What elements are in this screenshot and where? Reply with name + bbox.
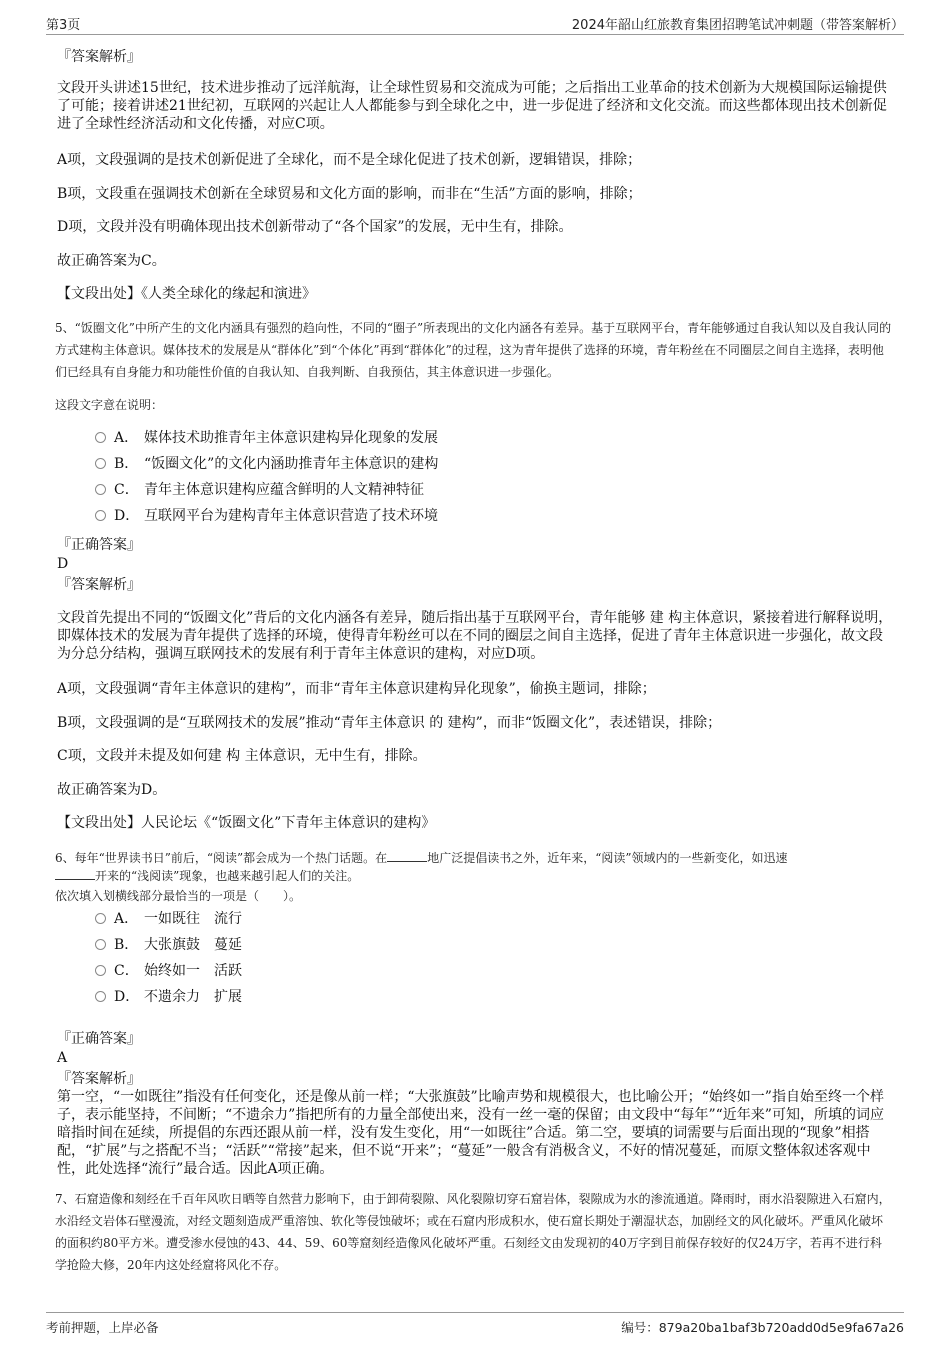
radio-icon[interactable] [95, 965, 106, 976]
q6-stem: 6、每年“世界读书日”前后，“阅读”都会成为一个热门话题。在 地广泛提倡读书之外，近年来，“阅读”领域内的一些新变化，如迅速 开来的“浅阅读”现象，也越来越引起人们的关注。 [55, 851, 788, 883]
q5-option-d[interactable]: D． 互联网平台为建构青年主体意识营造了技术环境 [95, 506, 795, 526]
q4-source: 【文段出处】《人类全球化的缘起和演进》 [57, 286, 316, 302]
q7-stem: 7、石窟造像和刻经在千百年风吹日晒等自然营力影响下，由于卸荷裂隙、风化裂隙切穿石窟岩体，裂隙成为水的渗流通道。降雨时，雨水沿裂隙进入石窟内，水沿经文岩体石壁漫流，对经文题刻造成严重溶蚀、软化等侵蚀破坏；或在石窟内形成积水，使石窟长期处于潮湿状态，加剧经文的风化破坏。严重风化破坏的面积约80平方米。遭受渗水侵蚀的43、44、59、60等窟刻经造像风化破坏严重。石刻经文由发现初的40万字到目前保存较好的仅24万字，若再不进行科学抢险大修，20年内这处经窟将风化不存。 [55, 1192, 891, 1272]
page-header [46, 14, 904, 35]
fill-blank-2 [55, 867, 95, 880]
q5-answer-label: 『正确答案』 [57, 537, 141, 553]
radio-icon[interactable] [95, 913, 106, 924]
radio-icon[interactable] [95, 484, 106, 495]
page-number: 第3页 [46, 18, 81, 33]
q5-source: 【文段出处】人民论坛《“饭圈文化”下青年主体意识的建构》 [57, 815, 436, 831]
page-footer [46, 1312, 904, 1335]
q4-analysis-label: 『答案解析』 [57, 49, 141, 65]
q5-prompt: 这段文字意在说明： [55, 398, 164, 412]
q5-analysis-label: 『答案解析』 [57, 577, 141, 593]
radio-icon[interactable] [95, 510, 106, 521]
q6-option-a[interactable]: A． 一如既往 流行 [95, 909, 795, 929]
q6-option-b[interactable]: B． 大张旗鼓 蔓延 [95, 935, 795, 955]
q5-option-c-analysis: C项，文段并未提及如何建 构 主体意识，无中生有，排除。 [57, 748, 427, 764]
document-serial: 编号：879a20ba1baf3b720add0d5e9fa67a26 [621, 1320, 904, 1335]
radio-icon[interactable] [95, 991, 106, 1002]
q6-answer: A [57, 1050, 68, 1066]
q5-option-a-analysis: A项，文段强调“青年主体意识的建构”，而非“青年主体意识建构异化现象”，偷换主题词，排除； [57, 681, 656, 697]
q4-option-a-analysis: A项，文段强调的是技术创新促进了全球化，而不是全球化促进了技术创新，逻辑错误，排除； [57, 152, 642, 168]
q6-prompt: 依次填入划横线部分最恰当的一项是（ ）。 [55, 889, 302, 903]
q5-option-b-analysis: B项，文段强调的是“互联网技术的发展”推动“青年主体意识 的 建构”，而非“饭圈文化”，表述错误，排除； [57, 715, 722, 731]
q6-analysis-label: 『答案解析』 [57, 1071, 141, 1087]
document-title: 2024年韶山红旅教育集团招聘笔试冲刺题（带答案解析） [571, 18, 904, 33]
q5-stem: 5、“饭圈文化”中所产生的文化内涵具有强烈的趋向性，不同的“圈子”所表现出的文化内涵各有差异。基于互联网平台，青年能够通过自我认知以及自我认同的方式建构主体意识。媒体技术的发展是从“群体化”到“个体化”再到“群体化”的过程，这为青年提供了选择的环境，青年粉丝在不同圈层之间自主选择，表明他们已经具有自身能力和功能性价值的自我认知、自我判断、自我预估，其主体意识进一步强化。 [55, 321, 892, 379]
q4-conclusion: 故正确答案为C。 [57, 253, 166, 269]
q4-analysis-text: 文段开头讲述15世纪，技术进步推动了远洋航海，让全球性贸易和交流成为可能；之后指出工业革命的技术创新为大规模国际运输提供了可能；接着讲述21世纪初，互联网的兴起让人人都能参与到全球化之中，进一步促进了经济和文化交流。而这些都体现出技术创新促进了全球性经济活动和文化传播，对应C项。 [57, 80, 887, 132]
q5-option-a[interactable]: A． 媒体技术助推青年主体意识建构异化现象的发展 [95, 428, 795, 448]
footer-slogan: 考前押题，上岸必备 [46, 1320, 159, 1335]
q4-option-d-analysis: D项，文段并没有明确体现出技术创新带动了“各个国家”的发展，无中生有，排除。 [57, 219, 573, 235]
q6-analysis-text: 第一空，“一如既往”指没有任何变化，还是像从前一样；“大张旗鼓”比喻声势和规模很大，也比喻公开；“始终如一”指自始至终一个样子，表示能坚持，不间断；“不遗余力”指把所有的力量全部使出来，没有一丝一毫的保留；由文段中“每年”“近年来”可知，所填的词应暗指时间在延续，所提倡的东西还跟从前一样，没有发生变化，用“一如既往”合适。第二空，要填的词需要与后面出现的“现象”相搭配，“扩展”与之搭配不当；“活跃”“常接”起来，但不说“开来”；“蔓延”一般含有消极含义，不好的情况蔓延，而原文整体叙述客观中性，此处选择“流行”最合适。因此A项正确。 [57, 1089, 884, 1177]
radio-icon[interactable] [95, 432, 106, 443]
q5-conclusion: 故正确答案为D。 [57, 782, 167, 798]
radio-icon[interactable] [95, 939, 106, 950]
radio-icon[interactable] [95, 458, 106, 469]
q5-analysis-text: 文段首先提出不同的“饭圈文化”背后的文化内涵各有差异，随后指出基于互联网平台，青年能够 建 构主体意识，紧接着进行解释说明，即媒体技术的发展为青年提供了选择的环境，使得青年粉丝可以在不同的圈层之间自主选择，促进了青年主体意识进一步强化，故文段为分总分结构，强调互联网技术的发展有利于青年主体意识的建构，对应D项。 [57, 610, 893, 662]
q6-option-d[interactable]: D． 不遗余力 扩展 [95, 987, 795, 1007]
fill-blank-1 [387, 849, 427, 862]
q4-option-b-analysis: B项，文段重在强调技术创新在全球贸易和文化方面的影响，而非在“生活”方面的影响，排除； [57, 186, 642, 202]
q5-answer: D [57, 556, 69, 572]
q6-answer-label: 『正确答案』 [57, 1031, 141, 1047]
q6-option-c[interactable]: C． 始终如一 活跃 [95, 961, 795, 981]
q5-option-b[interactable]: B． “饭圈文化”的文化内涵助推青年主体意识的建构 [95, 454, 795, 474]
q5-option-c[interactable]: C． 青年主体意识建构应蕴含鲜明的人文精神特征 [95, 480, 795, 500]
